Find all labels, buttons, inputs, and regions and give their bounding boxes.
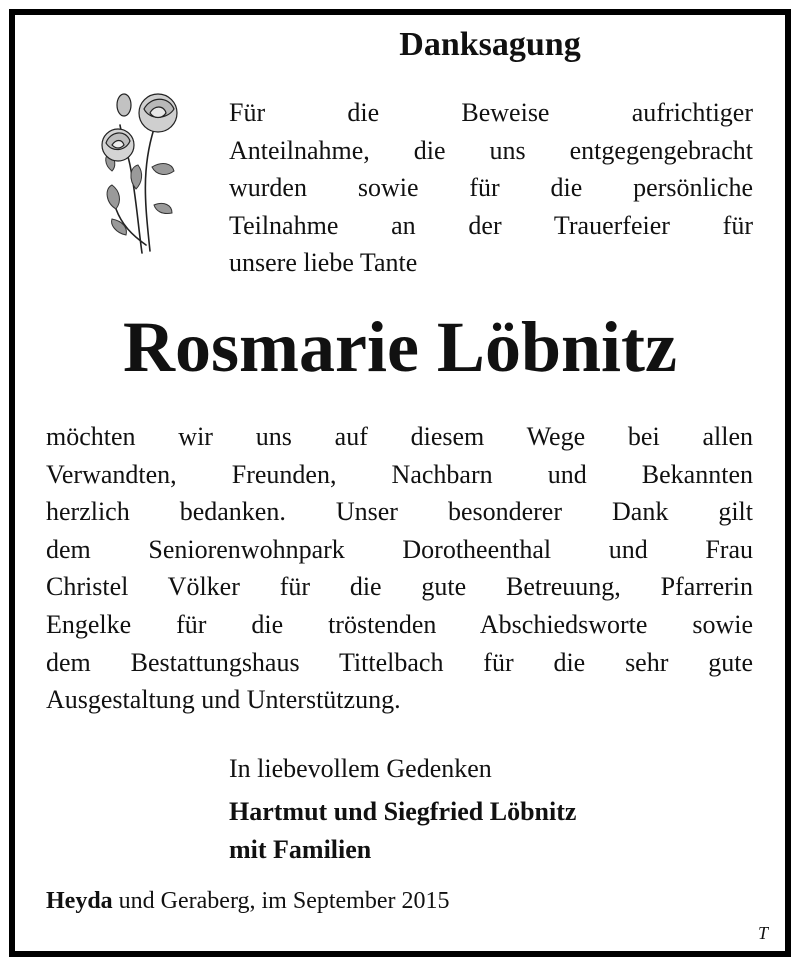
intro-line: Für die Beweise aufrichtiger	[229, 98, 753, 127]
body-line: möchten wir uns auf diesem Wege bei allen	[46, 422, 753, 451]
signer-line: mit Familien	[229, 835, 372, 864]
closing-phrase: In liebevollem Gedenken	[229, 754, 492, 783]
intro-text	[229, 94, 753, 282]
body-line: herzlich bedanken. Unser besonderer Dank gilt	[46, 497, 753, 527]
signers	[229, 793, 576, 869]
intro-line: Teilnahme an der Trauerfeier für	[229, 210, 753, 240]
body-line: Engelke für die tröstenden Abschiedsworte sowie	[46, 609, 753, 639]
body-line: dem Bestattungshaus Tittelbach für die sehr gute	[46, 647, 753, 677]
rose-icon	[92, 85, 192, 257]
place-date	[46, 884, 449, 918]
body-line: dem Seniorenwohnpark Dorotheenthal und Frau	[46, 534, 753, 564]
deceased-name: Rosmarie Löbnitz	[123, 307, 677, 387]
body-line: Christel Völker für die gute Betreuung, Pfarrerin	[46, 572, 753, 602]
intro-line: Anteilnahme, die uns entgegengebracht	[229, 135, 753, 165]
body-line: Verwandten, Freunden, Nachbarn und Bekannten	[46, 459, 753, 489]
place-rest: und Geraberg, im September 2015	[112, 888, 450, 914]
body-text	[46, 418, 753, 719]
intro-line: unsere liebe Tante	[229, 248, 418, 277]
place-town: Heyda	[46, 888, 113, 914]
signer-line: Hartmut und Siegfried Löbnitz	[229, 797, 577, 826]
body-line: Ausgestaltung und Unterstützung.	[46, 685, 401, 715]
intro-line: wurden sowie für die persönliche	[229, 173, 753, 202]
notice-heading: Danksagung	[399, 26, 581, 63]
corner-mark: T	[758, 923, 769, 943]
